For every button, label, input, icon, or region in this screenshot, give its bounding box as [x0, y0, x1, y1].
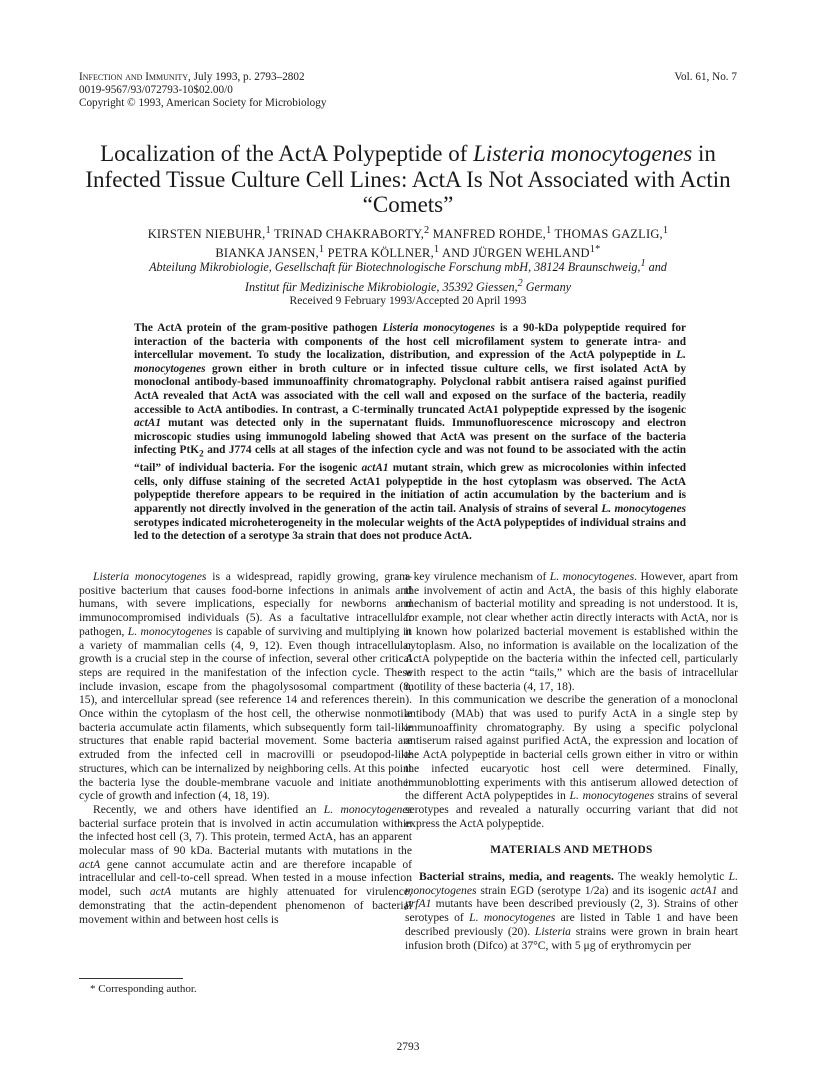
journal-name: Infection and Immunity [79, 71, 189, 83]
section-heading: MATERIALS AND METHODS [490, 844, 653, 857]
body-column-left [79, 570, 412, 926]
issue-line: , July 1993, p. 2793–2802 [188, 71, 305, 83]
running-header [79, 71, 326, 110]
author: MANFRED ROHDE,$^1$ [432, 225, 552, 242]
author: THOMAS GAZLIG,$^1$ [554, 225, 669, 242]
paragraph: In this communication we describe the generation of a monoclonal antibody (MAb) that was used to purify ActA in a single step by immunoaffinity chromatography. By using a specific polyclonal antiserum raised against purified ActA, the expression and location of the ActA polypeptide in bacterial cells grown either in vitro or within the infected eucaryotic host cell were determined. Finally, immunoblotting experiments with this antiserum allowed detection of the different ActA polypeptides in L. monocytogenes strains of several serotypes and revealed a naturally occurring variant that did not express the ActA polypeptide. [405, 693, 738, 830]
paragraph: Listeria monocytogenes is a widespread, rapidly growing, gram-positive bacterium that causes food-borne infections in animals and humans, with severe implications, especially for newborns and immunocompromised individuals (5). As a facultative intracellular pathogen, L. monocytogenes is capable of surviving and multiplying in a variety of mammalian cells (4, 9, 12). Even though intracellular growth is a crucial step in the course of infection, several other critical steps are required in the manifestation of the infection cycle. These include invasion, escape from the phagolysosomal compartment (8, 15), and intercellular spread (see reference 14 and references therein). Once within the cytoplasm of the host cell, the otherwise nonmotile bacteria accumulate actin filaments, which subsequently form tail-like structures that enable rapid bacterial movement. Some bacteria are extruded from the infected cell in macrovilli or pseudopod-like structures, which can be internalized by neighboring cells. At this point the bacteria lyse the double-membrane vacuole and initiate another cycle of growth and infection (4, 18, 19). [79, 570, 413, 803]
title-species: Listeria monocytogenes [473, 141, 693, 166]
article-title [60, 141, 756, 218]
paragraph: Bacterial strains, media, and reagents. The weakly hemolytic L. monocytogenes strain EGD (serotype 1/2a) and its isogenic actA1 and prfA1 mutants have been described previously (2, 3). Strains of other serotypes of L. monocytogenes are listed in Table 1 and have been described previously (20). Listeria strains were grown in brain heart infusion broth (Difco) at 37°C, with 5 μg of erythromycin per [405, 870, 739, 952]
volume-label: Vol. 61, No. 7 [674, 71, 737, 83]
body-column-right [405, 570, 738, 952]
paragraph: Recently, we and others have identified an L. monocytogenes bacterial surface protein that is involved in actin accumulation within the infected host cell (3, 7). This protein, termed ActA, has an apparent molecular mass of 90 kDa. Bacterial mutants with mutations in the actA gene cannot accumulate actin and are therefore incapable of intracellular and cell-to-cell spread. When tested in a mouse infection model, such actA mutants are highly attenuated for virulence, demonstrating that the actin-dependent phenomenon of bacterial movement within and between host cells is [79, 802, 412, 926]
page-number: 2793 [396, 1041, 420, 1053]
author: JÜRGEN $WEHLAND^{1*}$ [472, 244, 601, 261]
footnote-rule [79, 978, 183, 979]
journal-line [79, 71, 326, 84]
author: BIANKA JANSEN,$^1$ [215, 244, 325, 261]
abstract: The ActA protein of the gram-positive pathogen Listeria monocytogenes is a 90-kDa polypeptide required for interaction of the bacteria with components of the host cell microfilament system to generate intra- and intercellular movement. To study the localization, distribution, and expression of the ActA polypeptide in L. monocytogenes grown either in broth culture or in infected tissue culture cells, we first isolated ActA by monoclonal antibody-based immunoaffinity chromatography. Polyclonal rabbit antisera raised against purified ActA revealed that ActA was associated with the cell wall and exposed on the surface of the bacteria, readily accessible to ActA antibodies. In contrast, a C-terminally truncated ActA1 polypeptide expressed by the isogenic actA1 mutant was detected only in the supernatant fluids. Immunofluorescence microscopy and electron microscopic studies using immunogold labeling showed that ActA was present on the surface of the bacteria infecting PtK$_2$ and J774 cells at all stages of the infection cycle and was not found to be associated with the actin “tail” of individual bacteria. For the isogenic actA1 mutant strain, which grew as microcolonies within infected cells, only diffuse staining of the secreted ActA1 polypeptide in the host cytoplasm was observed. The ActA polypeptide therefore appears to be required in the initiation of actin accumulation by the bacterium and is apparently not directly involved in the generation of the actin tail. Analysis of strains of several L. monocytogenes serotypes indicated microheterogeneity in the molecular weights of the ActA polypeptides of individual strains and led to the detection of a serotype 3a strain that does not produce ActA. [134, 322, 686, 543]
author: PETRA KÖLLNER,$^1$ [327, 244, 440, 261]
author-and: AND [441, 246, 470, 261]
article-code: 0019-9567/93/072793-10$02.00/0 [79, 84, 233, 96]
footnote: * Corresponding author. [90, 983, 197, 995]
affiliation: Abteilung Mikrobiologie, Gesellschaft für Biotechnologische Forschung mbH, 38124 Braunschweig,$^1$ and Institut für Medizinische Mikrobiologie, 35392 Giessen,$^2$ Germany [149, 258, 667, 294]
received-dates: Received 9 February 1993/Accepted 20 April 1993 [289, 294, 527, 307]
copyright: Copyright © 1993, American Society for Microbiology [79, 97, 327, 109]
title-part-1: Localization of the ActA Polypeptide of [100, 141, 474, 166]
paragraph: a key virulence mechanism of L. monocytogenes. However, apart from the involvement of actin and ActA, the basis of this highly elaborate mechanism of bacterial motility and spreading is not understood. It is, for example, not clear whether actin directly interacts with ActA, nor is it known how polarized bacterial movement is established within the cytoplasm. Also, no information is available on the localization of the ActA polypeptide on the bacteria within the infected cell, particularly with respect to the actin “tails,” which are the basis of intracellular motility of these bacteria (4, 17, 18). [405, 570, 738, 693]
title-part-2: in Infected Tissue Culture Cell Lines: ActA Is Not Associated with Actin “Comets” [85, 141, 731, 217]
author: KIRSTEN NIEBUHR,$^1$ [147, 225, 271, 242]
author: TRINAD CHAKRABORTY,$^2$ [273, 225, 430, 242]
